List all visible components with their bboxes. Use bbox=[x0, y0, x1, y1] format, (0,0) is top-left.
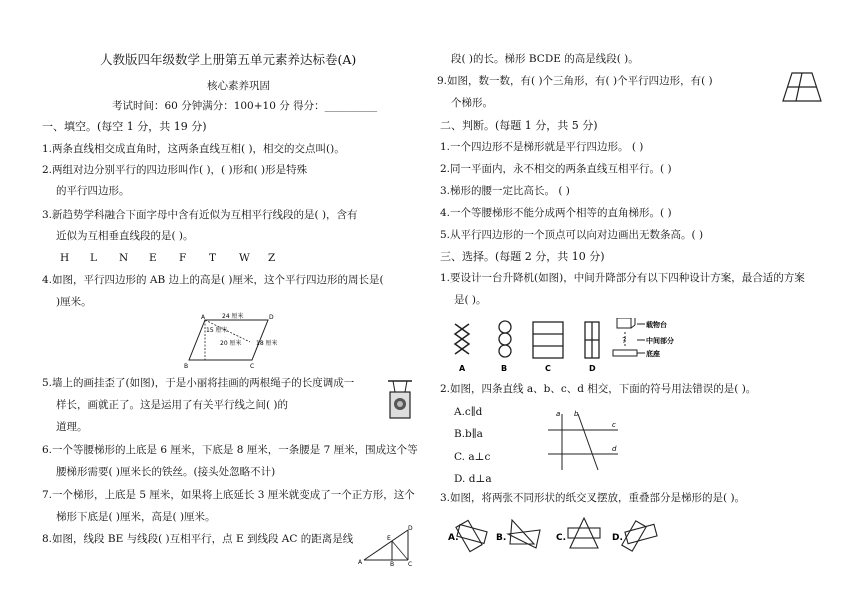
section-choice: 三、选择。(每题 2 分，共 10 分) bbox=[440, 250, 605, 263]
tag-base: 底座 bbox=[646, 350, 660, 358]
shape-option-A: A. bbox=[448, 533, 459, 543]
trapezoid-count-figure bbox=[780, 70, 824, 104]
letter: L bbox=[90, 252, 97, 264]
tag-middle: 中间部分 bbox=[646, 337, 674, 345]
q2-line1: 2.两组对边分别平行的四边形叫作( )，( )形和( )形是特殊 bbox=[42, 164, 308, 176]
line-d-label: d bbox=[612, 445, 617, 453]
q3-line2: 近似为互相垂直线段的是( )。 bbox=[56, 230, 194, 242]
letter: H bbox=[60, 252, 70, 264]
tag-platform: 载物台 bbox=[646, 321, 667, 329]
letter: F bbox=[179, 252, 187, 264]
q7-line1: 7.一个梯形，上底是 5 厘米，如果将上底延长 3 厘米就变成了一个正方形，这个 bbox=[42, 489, 415, 501]
letter: W bbox=[239, 252, 250, 264]
lift-design-figures bbox=[445, 318, 850, 376]
exam-info: 考试时间：60 分钟满分：100+10 分 得分：__________ bbox=[112, 100, 378, 112]
choice-2: 2.如图，四条直线 a、b、c、d 相交，下面的符号用法错误的是( )。 bbox=[440, 383, 757, 395]
vertex-C: C bbox=[408, 561, 413, 566]
choice-2-option-A: A.c∥d bbox=[454, 406, 483, 418]
letter: N bbox=[119, 252, 129, 264]
option-A: A bbox=[459, 364, 466, 373]
option-D: D bbox=[589, 364, 596, 373]
judge-5: 5.从平行四边形的一个顶点可以向对边画出无数条高。( ) bbox=[440, 229, 704, 241]
letter: E bbox=[149, 252, 157, 264]
question-mark: ? bbox=[622, 336, 627, 345]
choice-2-option-D: D. d⊥a bbox=[454, 473, 492, 485]
vertex-D: D bbox=[408, 525, 413, 532]
label-top: 24 厘米 bbox=[222, 313, 244, 320]
q9-line1: 9.如图，数一数，有( )个三角形，有( )个平行四边形，有( ) bbox=[437, 75, 713, 87]
label-height-20: 20 厘米 bbox=[220, 340, 242, 347]
shape-option-B: B. bbox=[496, 533, 507, 543]
choice-2-option-B: B.b∥a bbox=[454, 428, 483, 440]
section-judge: 二、判断。(每题 1 分，共 5 分) bbox=[440, 119, 598, 132]
hanging-picture-icon bbox=[385, 378, 415, 422]
judge-2: 2.同一平面内，永不相交的两条直线互相平行。( ) bbox=[440, 163, 672, 175]
q5-line2: 样长，画就正了。这是运用了有关平行线之间( )的 bbox=[56, 399, 289, 411]
letter: T bbox=[209, 252, 217, 264]
vertex-A: A bbox=[201, 314, 206, 321]
q7-line2: 梯形下底是( )厘米，高是( )厘米。 bbox=[56, 511, 216, 523]
exam-subtitle: 核心素养巩固 bbox=[207, 80, 270, 92]
q8-line2: 段( )的长。梯形 BCDE 的高是线段( )。 bbox=[451, 53, 639, 65]
vertex-A: A bbox=[358, 559, 363, 566]
q9-line2: 个梯形。 bbox=[451, 97, 493, 109]
vertex-C: C bbox=[250, 363, 255, 370]
vertex-D: D bbox=[269, 314, 274, 321]
judge-1: 1.一个四边形不是梯形就是平行四边形。 ( ) bbox=[440, 141, 644, 153]
label-side: 18 厘米 bbox=[256, 340, 278, 347]
choice-3: 3.如图，将两张不同形状的纸交叉摆放，重叠部分是梯形的是( )。 bbox=[440, 492, 746, 504]
vertex-E: E bbox=[387, 535, 391, 542]
vertex-B: B bbox=[390, 561, 395, 566]
overlap-shapes-figure bbox=[448, 514, 678, 554]
q4-line2: )厘米。 bbox=[56, 296, 92, 308]
vertex-B: B bbox=[184, 363, 189, 370]
q3-line1: 3.新趋势学科融合下面字母中含有近似为互相平行线段的是( )，含有 bbox=[42, 209, 358, 221]
choice-1-line2: 是( )。 bbox=[454, 294, 487, 306]
judge-4: 4.一个等腰梯形不能分成两个相等的直角梯形。( ) bbox=[440, 207, 672, 219]
shape-option-C: C. bbox=[556, 533, 567, 543]
label-height-15: 15 厘米 bbox=[206, 327, 228, 334]
q4-line1: 4.如图，平行四边形的 AB 边上的高是( )厘米，这个平行四边形的周长是( bbox=[42, 274, 384, 286]
option-C: C bbox=[545, 364, 551, 373]
letter: Z bbox=[268, 252, 276, 264]
line-c-label: c bbox=[612, 421, 616, 429]
judge-3: 3.梯形的腰一定比高长。 ( ) bbox=[440, 185, 570, 197]
line-a-label: a bbox=[556, 410, 561, 418]
q1: 1.两条直线相交成直角时，这两条直线互相( )，相交的交点叫()。 bbox=[42, 143, 345, 155]
q2-line2: 的平行四边形。 bbox=[56, 185, 130, 197]
q8-line1: 8.如图，线段 BE 与线段( )互相平行，点 E 到线段 AC 的距离是线 bbox=[42, 533, 354, 545]
q5-line1: 5.墙上的画挂歪了(如图)，于是小丽将挂画的两根绳子的长度调成一 bbox=[42, 377, 355, 389]
line-b-label: b bbox=[574, 410, 579, 418]
q5-line3: 道理。 bbox=[56, 421, 88, 433]
triangle-figure bbox=[358, 524, 416, 566]
choice-2-option-C: C. a⊥c bbox=[454, 451, 491, 463]
q6-line2: 腰梯形需要( )厘米长的铁丝。(接头处忽略不计) bbox=[56, 466, 276, 478]
q6-line1: 6.一个等腰梯形的上底是 6 厘米，下底是 8 厘米，一条腰是 7 厘米，围成这个等 bbox=[42, 444, 418, 456]
option-B: B bbox=[501, 364, 508, 373]
shape-option-D: D. bbox=[612, 533, 623, 543]
four-lines-figure bbox=[540, 408, 620, 472]
section-fill-blank: 一、填空。(每空 1 分，共 19 分) bbox=[42, 120, 207, 133]
parallelogram-figure bbox=[180, 312, 280, 372]
exam-title: 人教版四年级数学上册第五单元素养达标卷(A) bbox=[100, 52, 357, 67]
choice-1-line1: 1.要设计一台升降机(如图)，中间升降部分有以下四种设计方案，最合适的方案 bbox=[440, 272, 805, 284]
